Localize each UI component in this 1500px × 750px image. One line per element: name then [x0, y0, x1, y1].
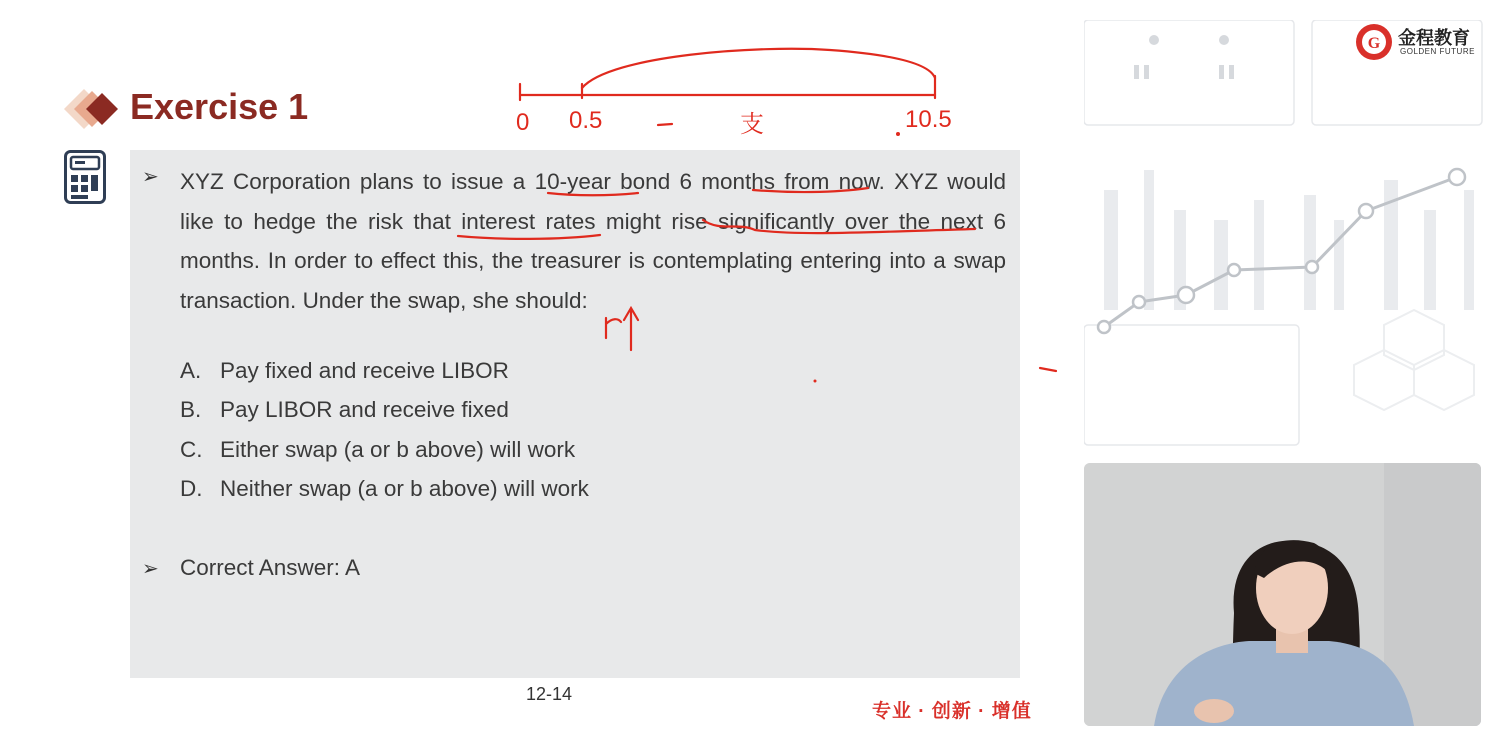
option-text: Neither swap (a or b above) will work	[220, 476, 589, 501]
presenter-video	[1084, 463, 1481, 726]
question-panel	[130, 150, 1020, 678]
annotation-label: 0	[516, 109, 530, 136]
correct-answer: Correct Answer: A	[180, 555, 361, 580]
slogan: 专业 · 创新 · 增值	[872, 701, 1032, 722]
company-logo	[1354, 22, 1490, 62]
logo-name-en: GOLDEN FUTURE	[1400, 47, 1475, 56]
option-a	[180, 358, 509, 384]
option-letter: A.	[180, 358, 202, 383]
slide-title: Exercise 1	[130, 86, 309, 127]
annotation-label: 支	[740, 111, 764, 138]
svg-text:G: G	[1367, 35, 1381, 52]
arrowhead-bullet-icon: ➢	[142, 166, 159, 188]
option-letter: C.	[180, 437, 203, 462]
annotation-label: 10.5	[905, 106, 952, 133]
annotation-label: 0.5	[569, 107, 603, 134]
page-number: 12-14	[526, 684, 573, 704]
option-c	[180, 437, 575, 463]
option-letter: D.	[180, 476, 203, 501]
option-b	[180, 397, 509, 423]
presenter-webcam	[1084, 463, 1481, 726]
arrowhead-bullet-icon: ➢	[142, 558, 159, 580]
calculator-icon	[64, 150, 106, 204]
decorative-infographic	[1084, 20, 1484, 450]
option-text: Pay LIBOR and receive fixed	[220, 397, 509, 422]
diamond-decoration-icon	[44, 86, 124, 132]
logo-name-cn: 金程教育	[1398, 28, 1470, 48]
option-d	[180, 476, 589, 502]
logo-emblem-icon	[1354, 22, 1394, 62]
option-text: Either swap (a or b above) will work	[220, 437, 576, 462]
question-text: XYZ Corporation plans to issue a 10-year bond 6 months from now. XYZ would like to hedge the risk that interest rates might rise significantly over the next 6 months. In order to effect this, the treasurer is contemplating entering into a swap transaction. Under the swap, she should:	[180, 169, 1006, 313]
option-text: Pay fixed and receive LIBOR	[220, 358, 509, 383]
option-letter: B.	[180, 397, 202, 422]
